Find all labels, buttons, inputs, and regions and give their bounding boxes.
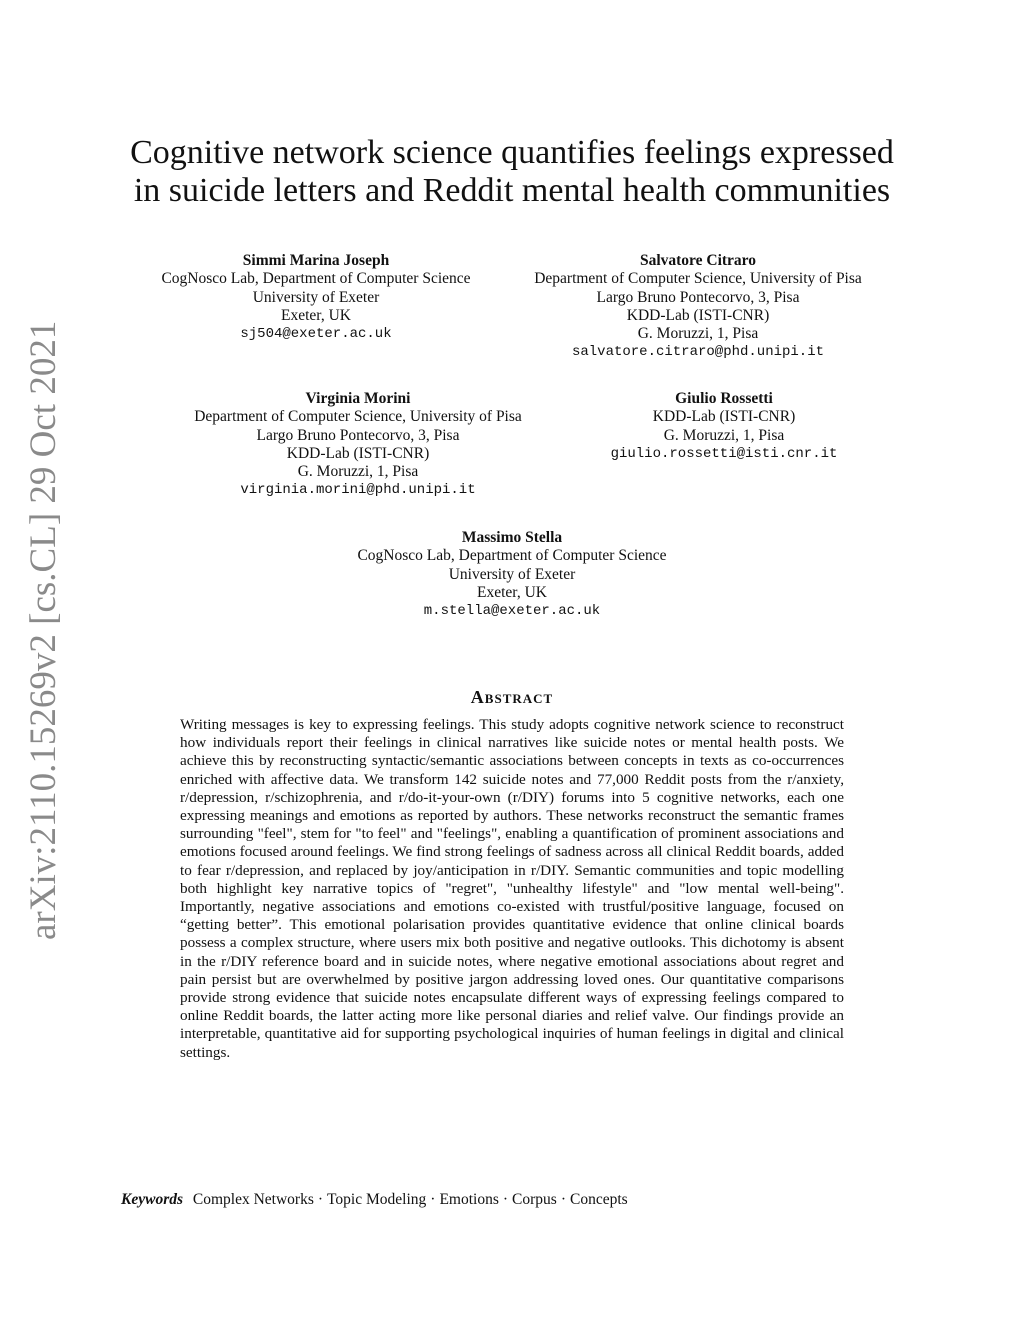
author-name: Virginia Morini bbox=[305, 390, 411, 407]
author-name: Massimo Stella bbox=[461, 529, 563, 546]
author-affiliation: University of Exeter bbox=[448, 565, 576, 583]
keywords-label-initial: K bbox=[121, 1191, 132, 1208]
author-block-stella bbox=[312, 529, 712, 620]
author-affiliation: KDD-Lab (ISTI-CNR) bbox=[626, 306, 770, 324]
keywords-line bbox=[121, 1190, 901, 1210]
title-line-1: Cognitive network science quantifies feelings expressed bbox=[130, 134, 894, 171]
author-affiliation: G. Moruzzi, 1, Pisa bbox=[663, 426, 785, 444]
author-email[interactable]: salvatore.citraro@phd.unipi.it bbox=[571, 344, 825, 361]
author-affiliation: KDD-Lab (ISTI-CNR) bbox=[652, 408, 796, 426]
arxiv-side-stamp bbox=[22, 320, 66, 940]
author-block-joseph bbox=[126, 252, 506, 343]
author-affiliation: CogNosco Lab, Department of Computer Science bbox=[357, 547, 667, 565]
author-affiliation: CogNosco Lab, Department of Computer Science bbox=[161, 270, 471, 288]
keyword-item: Complex Networks bbox=[192, 1191, 314, 1208]
author-affiliation: Largo Bruno Pontecorvo, 3, Pisa bbox=[256, 426, 460, 444]
keyword-item: Topic Modeling bbox=[327, 1191, 427, 1208]
author-affiliation: Exeter, UK bbox=[281, 306, 351, 324]
keyword-item: Concepts bbox=[570, 1191, 628, 1208]
author-name: Salvatore Citraro bbox=[639, 252, 757, 269]
arxiv-identifier: arXiv:2110.15269v2 [cs.CL] 29 Oct 2021 bbox=[23, 320, 64, 940]
author-affiliation: Department of Computer Science, University of Pisa bbox=[534, 270, 862, 288]
abstract-text: Writing messages is key to expressing feelings. This study adopts cognitive network science to reconstruct how individuals report their feelings in clinical narratives like suicide notes or mental health posts. We achieve this by reconstructing syntactic/semantic associations between concepts in texts as co-occurrences enriched with affective data. We transform 142 suicide notes and 77,000 Reddit posts from the r/anxiety, r/depression, r/schizophrenia, and r/do-it-your-own (r/DIY) forums into 5 cognitive networks, each one expressing meanings and emotions as reported by authors. These networks reconstruct the semantic frames surrounding "feel", stem for "to feel" and "feelings", enabling a quantification of prominent associations and emotions focused around feelings. We find strong feelings of sadness across all clinical Reddit boards, added to fear r/depression, and replaced by joy/anticipation in r/DIY. Semantic communities and topic modelling both highlight key narrative topics of "regret", "unhealthy lifestyle" and "low mental well-being". Importantly, negative associations and emotions co-existed with trustful/positive language, focused on “getting better”. This emotional polarisation provides quantitative evidence that online clinical boards possess a complex structure, where users mix both positive and negative outlooks. This dichotomy is absent in the r/DIY reference board and in suicide notes, where negative emotional associations about regret and pain persist but are overwhelmed by positive jargon addressing loved ones. Our quantitative comparisons provide strong evidence that suicide notes encapsulate different ways of expressing feelings compared to online Reddit boards, the latter acting more like personal diaries and relief valve. Our findings provide an interpretable, quantitative aid for supporting psychological inquiries of human feelings in digital and clinical settings. bbox=[180, 716, 844, 1061]
keywords-label bbox=[121, 1191, 183, 1208]
abstract-heading: Abstract bbox=[470, 687, 554, 707]
keyword-separator: · bbox=[430, 1191, 436, 1208]
keyword-item: Emotions bbox=[439, 1191, 499, 1208]
title-line-2: in suicide letters and Reddit mental health communities bbox=[133, 172, 891, 209]
author-block-rossetti bbox=[572, 390, 876, 463]
keywords-label-rest: eywords bbox=[131, 1191, 184, 1208]
author-name: Giulio Rossetti bbox=[675, 390, 773, 407]
author-email[interactable]: sj504@exeter.ac.uk bbox=[240, 326, 392, 343]
author-affiliation: KDD-Lab (ISTI-CNR) bbox=[286, 444, 430, 462]
paper-title bbox=[100, 134, 924, 210]
keyword-separator: · bbox=[317, 1191, 324, 1208]
author-affiliation: Largo Bruno Pontecorvo, 3, Pisa bbox=[596, 288, 800, 306]
author-affiliation: G. Moruzzi, 1, Pisa bbox=[297, 463, 419, 481]
author-email[interactable]: giulio.rossetti@isti.cnr.it bbox=[610, 445, 838, 462]
author-affiliation: Exeter, UK bbox=[477, 583, 547, 601]
author-name: Simmi Marina Joseph bbox=[242, 252, 390, 269]
keyword-separator: · bbox=[502, 1191, 509, 1208]
keyword-separator: · bbox=[560, 1191, 567, 1208]
author-affiliation: G. Moruzzi, 1, Pisa bbox=[637, 325, 759, 343]
author-affiliation: Department of Computer Science, University of Pisa bbox=[194, 408, 522, 426]
author-affiliation: University of Exeter bbox=[252, 288, 380, 306]
author-block-citraro bbox=[498, 252, 898, 362]
author-email[interactable]: m.stella@exeter.ac.uk bbox=[423, 603, 601, 620]
keyword-item: Corpus bbox=[512, 1191, 557, 1208]
author-email[interactable]: virginia.morini@phd.unipi.it bbox=[240, 482, 476, 499]
author-block-morini bbox=[158, 390, 558, 500]
